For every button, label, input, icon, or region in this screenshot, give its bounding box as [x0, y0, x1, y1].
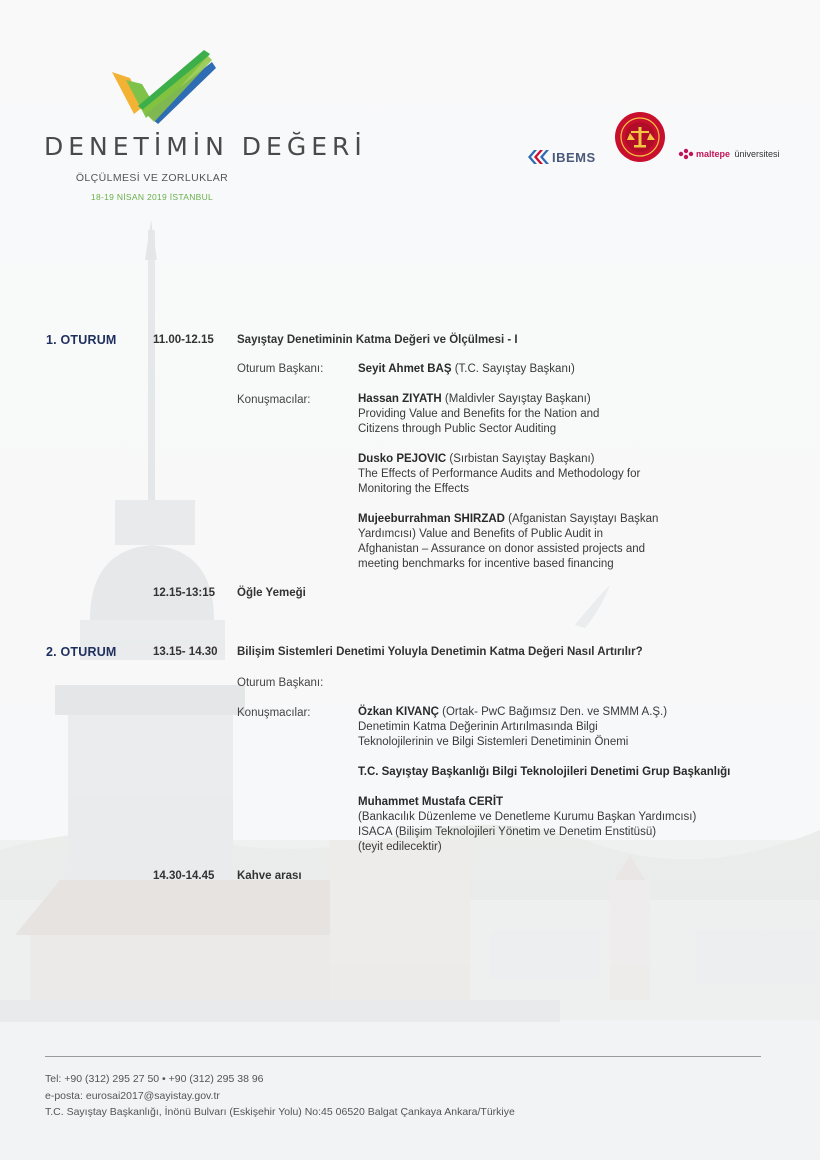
- speaker-pejovic: [358, 452, 768, 497]
- session-1-title: Sayıştay Denetiminin Katma Değeri ve Ölçülmesi - I: [237, 334, 518, 346]
- speaker-topic-line: Monitoring the Effects: [358, 483, 470, 495]
- speaker-topic-line: Providing Value and Benefits for the Nation and: [358, 408, 600, 420]
- speaker-ziyath: [358, 392, 768, 437]
- speaker-name: T.C. Sayıştay Başkanlığı Bilgi Teknolojileri Denetimi Grup Başkanlığı: [358, 766, 731, 778]
- coffee-label: Kahve arası: [237, 870, 302, 882]
- session-1-chair: [358, 362, 768, 377]
- footer-phone: Tel: +90 (312) 295 27 50 • +90 (312) 295 38 96: [45, 1073, 264, 1085]
- speaker-topic-line: (teyit edilecektir): [358, 841, 442, 853]
- session-2-title: Bilişim Sistemleri Denetimi Yoluyla Denetimin Katma Değeri Nasıl Artırılır?: [237, 646, 643, 658]
- speaker-cerit: [358, 795, 768, 855]
- session-2-speakers-role: Konuşmacılar:: [237, 707, 311, 719]
- session-1-chair-role: Oturum Başkanı:: [237, 363, 324, 375]
- footer-address: T.C. Sayıştay Başkanlığı, İnönü Bulvarı (Eskişehir Yolu) No:45 06520 Balgat Çankaya Ankara/Türkiye: [45, 1106, 515, 1118]
- speaker-topic-line: Yardımcısı) Value and Benefits of Public Audit in: [358, 528, 604, 540]
- speaker-shirzad: [358, 512, 768, 572]
- session-1-label: 1. OTURUM: [46, 333, 117, 347]
- footer-email: e-posta: eurosai2017@sayistay.gov.tr: [45, 1090, 220, 1102]
- lunch-label: Öğle Yemeği: [237, 587, 306, 599]
- brand-subtitle: ÖLÇÜLMESİ VE ZORLUKLAR: [75, 172, 229, 184]
- event-date: 18-19 NİSAN 2019 İSTANBUL: [90, 192, 214, 202]
- chair-name: Seyit Ahmet BAŞ: [358, 363, 452, 375]
- session-2-label: 2. OTURUM: [46, 645, 117, 659]
- chair-detail: (T.C. Sayıştay Başkanı): [451, 363, 575, 375]
- brand-title: DENETİMİN DEĞERİ: [44, 132, 367, 161]
- speaker-topic-line: Afghanistan – Assurance on donor assisted projects and: [358, 543, 646, 555]
- speaker-kivanc: [358, 705, 768, 750]
- lunch-time: 12.15-13:15: [153, 587, 216, 599]
- speaker-detail: (Afganistan Sayıştayı Başkan: [504, 513, 659, 525]
- session-2-chair-role: Oturum Başkanı:: [237, 677, 324, 689]
- speaker-detail: (Maldivler Sayıştay Başkanı): [441, 393, 591, 405]
- session-1-speakers-role: Konuşmacılar:: [237, 394, 311, 406]
- speaker-name: Dusko PEJOVIC: [358, 453, 447, 465]
- session-2-time: 13.15- 14.30: [153, 646, 218, 658]
- speaker-topic-line: Teknolojilerinin ve Bilgi Sistemleri Denetiminin Önemi: [358, 736, 629, 748]
- speaker-topic-line: The Effects of Performance Audits and Methodology for: [358, 468, 641, 480]
- speaker-name: Muhammet Mustafa CERİT: [358, 796, 504, 808]
- speaker-topic-line: Denetimin Katma Değerinin Artırılmasında Bilgi: [358, 721, 598, 733]
- coffee-time: 14.30-14.45: [153, 870, 215, 882]
- speaker-sayistay-bt-group: [358, 765, 768, 780]
- speaker-detail: (Ortak- PwC Bağımsız Den. ve SMMM A.Ş.): [438, 706, 668, 718]
- speaker-topic-line: (Bankacılık Düzenleme ve Denetleme Kurumu Başkan Yardımcısı): [358, 811, 697, 823]
- speaker-topic-line: meeting benchmarks for incentive based financing: [358, 558, 614, 570]
- speaker-topic-line: ISACA (Bilişim Teknolojileri Yönetim ve Denetim Enstitüsü): [358, 826, 657, 838]
- session-1-time: 11.00-12.15: [153, 334, 214, 346]
- speaker-detail: (Sırbistan Sayıştay Başkanı): [446, 453, 595, 465]
- speaker-name: Hassan ZIYATH: [358, 393, 442, 405]
- speaker-name: Mujeeburrahman SHIRZAD: [358, 513, 505, 525]
- footer-divider: [45, 1056, 761, 1057]
- maltepe-label: maltepe üniversitesi: [696, 149, 780, 159]
- speaker-topic-line: Citizens through Public Sector Auditing: [358, 423, 557, 435]
- speaker-name: Özkan KIVANÇ: [358, 706, 439, 718]
- ibems-label: IBEMS: [552, 149, 596, 165]
